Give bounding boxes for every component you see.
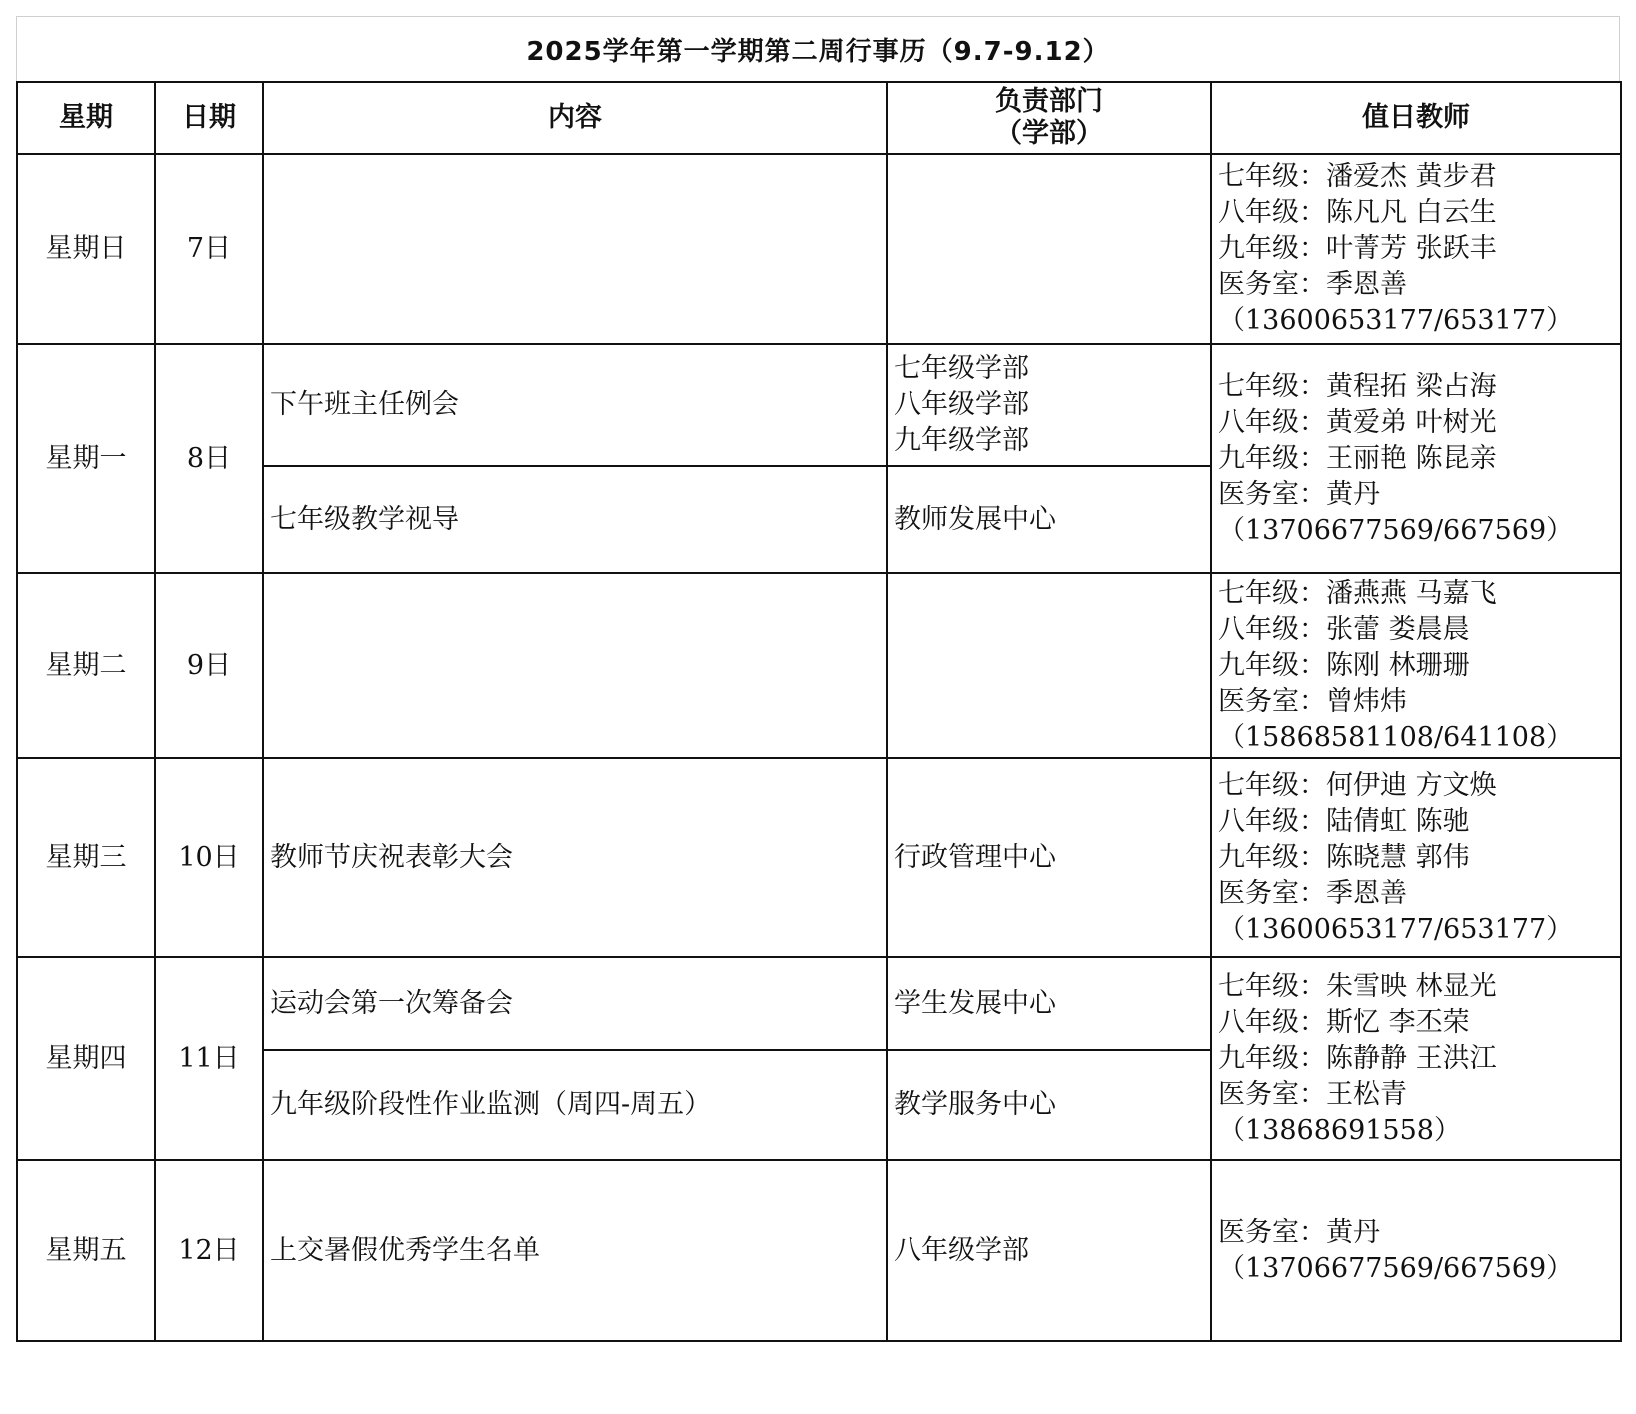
duty-line: 八年级：黄爱弟 叶树光 — [1218, 406, 1497, 438]
table-row — [17, 957, 1621, 1050]
duty-line: 九年级：陈晓慧 郭伟 — [1218, 841, 1470, 873]
duty-line: 医务室：曾炜炜 — [1218, 685, 1407, 717]
event-content-cell — [263, 573, 887, 758]
schedule-table — [16, 81, 1622, 1342]
weekday-cell: 星期一 — [17, 344, 155, 573]
date-cell: 10日 — [155, 758, 263, 957]
duty-line: 医务室：黄丹 — [1218, 1216, 1380, 1248]
header-weekday: 星期 — [17, 82, 155, 154]
duty-line: 七年级：黄程拓 梁占海 — [1218, 370, 1497, 402]
dept-line: 七年级学部 — [894, 353, 1029, 384]
duty-line: （13600653177/653177） — [1218, 305, 1574, 336]
duty-line: （15868581108/641108） — [1218, 721, 1574, 753]
header-dept — [887, 82, 1211, 154]
duty-line: 医务室：季恩善 — [1218, 269, 1407, 300]
header-dept-line2: （学部） — [995, 118, 1103, 149]
duty-teacher-cell — [1211, 1160, 1621, 1341]
duty-line: 七年级：潘爱杰 黄步君 — [1218, 161, 1497, 192]
weekday-cell: 星期四 — [17, 957, 155, 1160]
header-row — [17, 82, 1621, 154]
event-content-cell: 运动会第一次筹备会 — [263, 957, 887, 1050]
event-content-cell: 七年级教学视导 — [263, 466, 887, 573]
header-date: 日期 — [155, 82, 263, 154]
duty-teacher-cell — [1211, 758, 1621, 957]
duty-line: 八年级：陈凡凡 白云生 — [1218, 197, 1497, 228]
dept-cell — [887, 957, 1211, 1050]
weekday-cell: 星期日 — [17, 154, 155, 344]
duty-line: 医务室：季恩善 — [1218, 877, 1407, 909]
duty-line: 八年级：陆倩虹 陈驰 — [1218, 805, 1470, 837]
duty-line: 九年级：叶菁芳 张跃丰 — [1218, 233, 1497, 264]
date-cell: 9日 — [155, 573, 263, 758]
header-dept-line1: 负责部门 — [995, 86, 1103, 117]
calendar-sheet — [16, 16, 1620, 1342]
dept-line: 八年级学部 — [894, 389, 1029, 420]
duty-line: （13706677569/667569） — [1218, 1252, 1574, 1284]
dept-cell — [887, 1160, 1211, 1341]
event-content-cell: 九年级阶段性作业监测（周四-周五） — [263, 1050, 887, 1160]
duty-line: （13706677569/667569） — [1218, 514, 1574, 546]
dept-line: 学生发展中心 — [894, 987, 1056, 1019]
weekday-cell: 星期二 — [17, 573, 155, 758]
date-cell: 12日 — [155, 1160, 263, 1341]
table-row — [17, 758, 1621, 957]
table-row — [17, 573, 1621, 758]
event-content-cell: 教师节庆祝表彰大会 — [263, 758, 887, 957]
dept-line: 教学服务中心 — [894, 1089, 1056, 1120]
weekday-cell: 星期五 — [17, 1160, 155, 1341]
table-row — [17, 154, 1621, 344]
dept-line: 八年级学部 — [894, 1234, 1029, 1266]
page-title: 2025学年第一学期第二周行事历（9.7-9.12） — [16, 16, 1620, 81]
dept-line: 九年级学部 — [894, 425, 1029, 456]
duty-teacher-cell — [1211, 154, 1621, 344]
duty-line: （13868691558） — [1218, 1114, 1461, 1146]
duty-line: 七年级：潘燕燕 马嘉飞 — [1218, 577, 1497, 609]
event-content-cell — [263, 154, 887, 344]
duty-teacher-cell — [1211, 573, 1621, 758]
schedule-body — [17, 154, 1621, 1341]
duty-teacher-cell — [1211, 344, 1621, 573]
duty-line: 七年级：何伊迪 方文焕 — [1218, 769, 1497, 801]
event-content-cell: 上交暑假优秀学生名单 — [263, 1160, 887, 1341]
duty-teacher-cell — [1211, 957, 1621, 1160]
date-cell: 7日 — [155, 154, 263, 344]
dept-cell — [887, 154, 1211, 344]
dept-line: 教师发展中心 — [894, 503, 1056, 535]
dept-cell — [887, 466, 1211, 573]
table-row — [17, 344, 1621, 466]
header-duty: 值日教师 — [1211, 82, 1621, 154]
dept-line: 行政管理中心 — [894, 841, 1056, 873]
duty-line: 八年级：斯忆 李丕荣 — [1218, 1006, 1470, 1038]
duty-line: 医务室：黄丹 — [1218, 478, 1380, 510]
event-content-cell: 下午班主任例会 — [263, 344, 887, 466]
date-cell: 8日 — [155, 344, 263, 573]
duty-line: 九年级：陈静静 王洪江 — [1218, 1042, 1497, 1074]
header-content: 内容 — [263, 82, 887, 154]
duty-line: 九年级：王丽艳 陈昆亲 — [1218, 442, 1497, 474]
dept-cell — [887, 1050, 1211, 1160]
dept-cell — [887, 573, 1211, 758]
date-cell: 11日 — [155, 957, 263, 1160]
weekday-cell: 星期三 — [17, 758, 155, 957]
dept-cell — [887, 758, 1211, 957]
table-row — [17, 1160, 1621, 1341]
duty-line: （13600653177/653177） — [1218, 913, 1574, 945]
duty-line: 七年级：朱雪映 林显光 — [1218, 970, 1497, 1002]
duty-line: 九年级：陈刚 林珊珊 — [1218, 649, 1470, 681]
duty-line: 医务室：王松青 — [1218, 1078, 1407, 1110]
duty-line: 八年级：张蕾 娄晨晨 — [1218, 613, 1470, 645]
dept-cell — [887, 344, 1211, 466]
